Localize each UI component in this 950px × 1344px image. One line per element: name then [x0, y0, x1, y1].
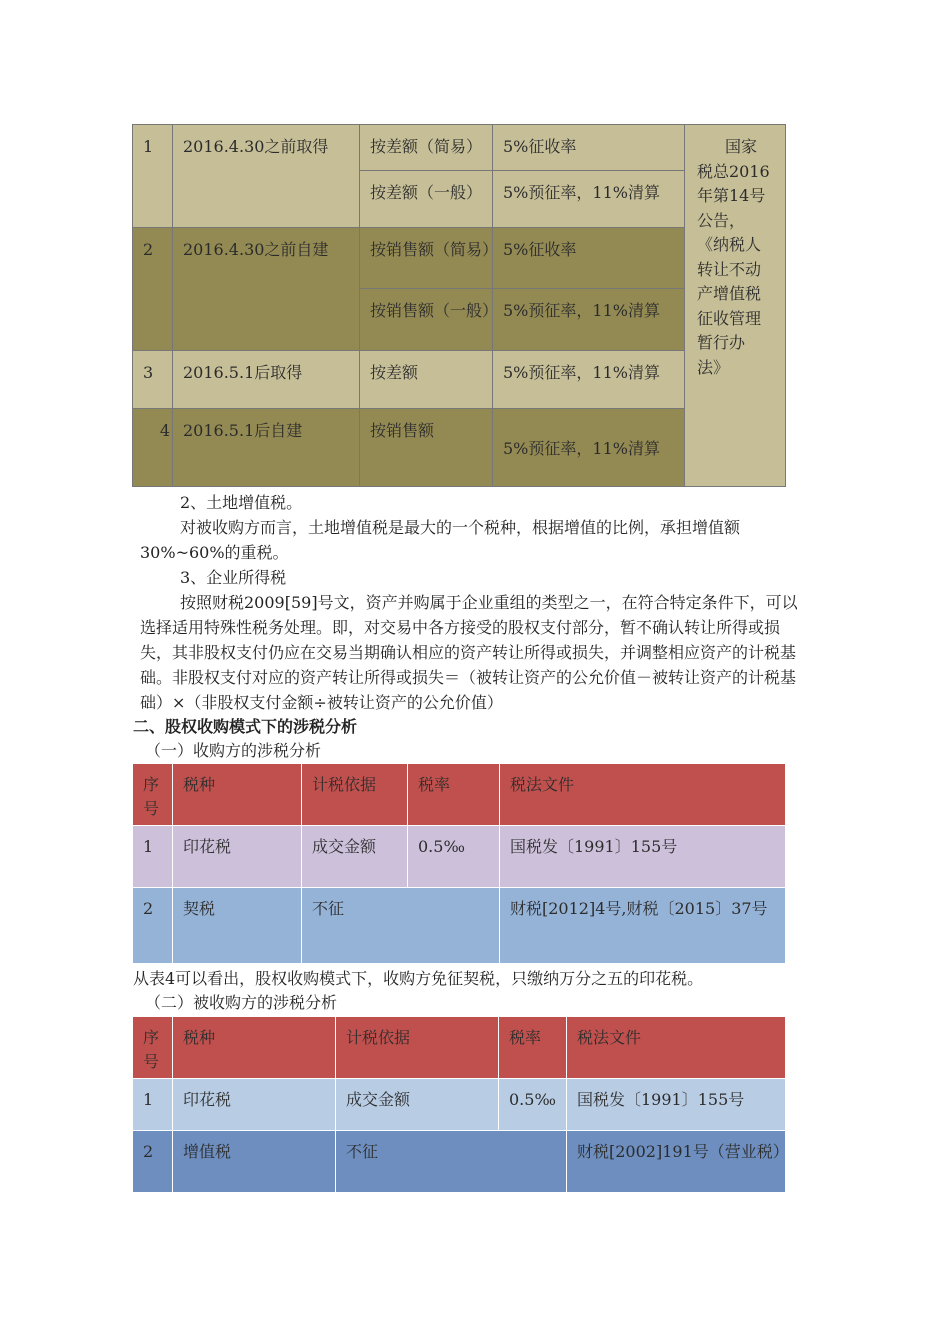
- header-cell: 序号: [133, 764, 173, 826]
- subsection-heading: （二）被收购方的涉税分析: [145, 993, 338, 1012]
- land-vat-text: 对被收购方而言，土地增值税是最大的一个税种，根据增值的比例，承担增值额30%~60%的重税。: [140, 518, 741, 562]
- tax-rate: 5%预征率，11%清算: [493, 351, 685, 409]
- tax-rate: 5%预征率，11%清算: [493, 409, 685, 487]
- header-cell: 计税依据: [336, 1017, 499, 1079]
- table-cell: 国税发〔1991〕155号: [500, 826, 786, 888]
- header-cell: 税种: [173, 1017, 336, 1079]
- acquisition-time: 2016.4.30之前取得: [173, 125, 360, 228]
- ref-line: 法》: [697, 357, 730, 377]
- section-heading: 二、股权收购模式下的涉税分析: [133, 717, 358, 736]
- row-number: 4: [133, 409, 173, 487]
- ref-line: 产增值税: [697, 284, 762, 303]
- table-cell: 不征: [302, 888, 500, 964]
- ref-line: 转让不动: [697, 259, 762, 279]
- header-cell: 序号: [133, 1017, 173, 1079]
- header-cell: 税率: [499, 1017, 567, 1079]
- header-cell: 税种: [173, 764, 302, 826]
- table-cell: 契税: [173, 888, 302, 964]
- tax-basis: 按差额: [360, 351, 493, 409]
- tax-basis: 按差额（一般）: [360, 171, 493, 228]
- acquisition-time: 2016.5.1后自建: [173, 409, 360, 487]
- reference-document: [685, 125, 786, 487]
- row-number: 3: [133, 351, 173, 409]
- ref-line: 年第14号: [697, 186, 766, 205]
- table-cell: 财税[2002]191号（营业税）: [567, 1131, 786, 1193]
- subsection-heading: （一）收购方的涉税分析: [145, 741, 322, 760]
- table-cell: 成交金额: [336, 1079, 499, 1131]
- table-cell: 0.5‰: [499, 1079, 567, 1131]
- ref-line: 税总2016: [697, 161, 770, 181]
- table-cell: 国税发〔1991〕155号: [567, 1079, 786, 1131]
- header-cell: 计税依据: [302, 764, 408, 826]
- row-number: 2: [133, 228, 173, 351]
- ref-line: 征收管理: [697, 308, 762, 328]
- tax-rate: 5%征收率: [493, 228, 685, 289]
- table-cell: 0.5‰: [408, 826, 500, 888]
- tax-basis: 按差额（简易）: [360, 125, 493, 171]
- table-cell: 印花税: [173, 1079, 336, 1131]
- table-cell: 1: [133, 826, 173, 888]
- table-cell: 2: [133, 1131, 173, 1193]
- ref-line: 《纳税人: [697, 235, 762, 254]
- vat-transfer-table: [132, 124, 786, 487]
- tax-rate: 5%预征率，11%清算: [493, 289, 685, 351]
- ref-line: 公告，: [697, 210, 746, 230]
- table4-note: 从表4可以看出，股权收购模式下，收购方免征契税，只缴纳万分之五的印花税。: [133, 969, 704, 988]
- header-cell: 税法文件: [567, 1017, 786, 1079]
- tax-rate: 5%征收率: [493, 125, 685, 171]
- cit-title: 3、企业所得税: [180, 568, 287, 587]
- row-number: 1: [133, 125, 173, 228]
- acquisition-time: 2016.5.1后取得: [173, 351, 360, 409]
- table-cell: 1: [133, 1079, 173, 1131]
- ref-line: 暂行办: [697, 333, 746, 352]
- table-cell: 印花税: [173, 826, 302, 888]
- acquisition-time: 2016.4.30之前自建: [173, 228, 360, 351]
- tax-basis: 按销售额（一般）: [360, 289, 493, 351]
- tax-basis: 按销售额: [360, 409, 493, 487]
- header-cell: 税率: [408, 764, 500, 826]
- table-cell: 增值税: [173, 1131, 336, 1193]
- table-cell: 不征: [336, 1131, 567, 1193]
- table-cell: 成交金额: [302, 826, 408, 888]
- tax-rate: 5%预征率，11%清算: [493, 171, 685, 228]
- ref-line: 国家: [725, 137, 758, 156]
- table-cell: 2: [133, 888, 173, 964]
- header-cell: 税法文件: [500, 764, 786, 826]
- buyer-tax-table: [132, 763, 786, 964]
- cit-text: 按照财税2009[59]号文，资产并购属于企业重组的类型之一，在符合特定条件下，可以选择适用特殊性税务处理。即，对交易中各方接受的股权支付部分，暂不确认转让所得或损失，其非股权支付仍应在交易当期确认相应的资产转让所得或损失，并调整相应资产的计税基础。非股权支付对应的资产转让所得或损失＝（被转让资产的公允价值－被转让资产的计税基础）×（非股权支付金额÷被转让资产的公允价值）: [140, 593, 798, 712]
- land-vat-title: 2、土地增值税。: [180, 493, 303, 512]
- table-cell: 财税[2012]4号,财税〔2015〕37号: [500, 888, 786, 964]
- seller-tax-table: [132, 1016, 789, 1193]
- tax-basis: 按销售额（简易）: [360, 228, 493, 289]
